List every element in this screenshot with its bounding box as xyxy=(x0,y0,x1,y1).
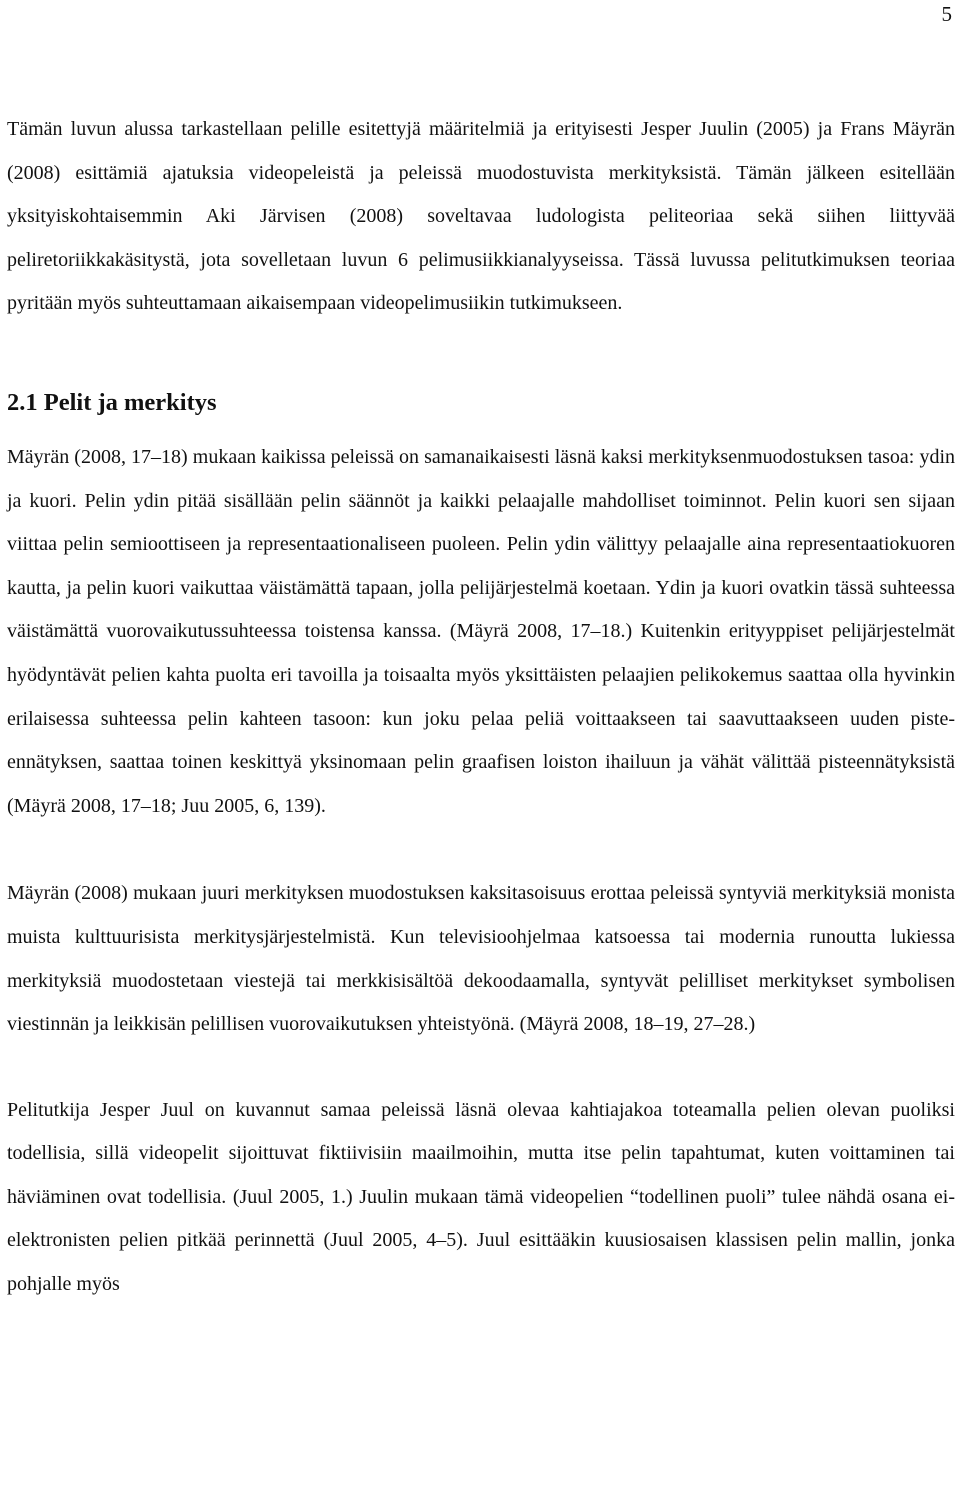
intro-paragraph: Tämän luvun alussa tarkastellaan pelille esitettyjä määritelmiä ja erityisesti Jesper Juulin (2005) ja Frans Mäyrän (2008) esittämiä ajatuksia videopeleistä ja peleissä muodostuvista merkityksistä. Tämän jälkeen esitellään yksityiskohtaisemmin Aki Järvisen (2008) soveltavaa ludologista peliteoriaa sekä siihen liittyvää peliretoriikkakäsitystä, jota sovelletaan luvun 6 pelimusiikkianalyyseissa. Tässä luvussa pelitutkimuksen teoriaa pyritään myös suhteuttamaan aikaisempaan videopelimusiikin tutkimukseen. xyxy=(7,118,955,315)
body-paragraph-3: Pelitutkija Jesper Juul on kuvannut samaa peleissä läsnä olevaa kahtiajakoa toteamalla pelien olevan puoliksi todellisia, sillä videopelit sijoittuvat fiktiivisiin maailmoihin, mutta itse pelin tapahtumat, kuten voittaminen tai häviäminen ovat todellisia. (Juul 2005, 1.) Juulin mukaan tämä videopelien “todellinen puoli” tulee nähdä osana ei-elektronisten pelien pitkää perinnettä (Juul 2005, 4–5). Juul esittääkin kuusiosaisen klassisen pelin mallin, jonka pohjalle myös xyxy=(7,1098,955,1296)
section-heading: 2.1 Pelit ja merkitys xyxy=(7,388,217,416)
document-body xyxy=(7,108,955,1307)
page-number: 5 xyxy=(941,2,952,26)
body-paragraph-2: Mäyrän (2008) mukaan juuri merkityksen muodostuksen kaksitasoisuus erottaa peleissä syntyviä merkityksiä monista muista kulttuurisista merkitysjärjestelmistä. Kun televisioohjelmaa katsoessa tai modernia runoutta lukiessa merkityksiä muodostetaan viestejä tai merkkisisältöä dekoodaamalla, syntyvät pelilliset merkitykset symbolisen viestinnän ja leikkisän pelillisen vuorovaikutuksen yhteistyönä. (Mäyrä 2008, 18–19, 27–28.) xyxy=(7,882,955,1036)
body-paragraph-1: Mäyrän (2008, 17–18) mukaan kaikissa peleissä on samanaikaisesti läsnä kaksi merkityksenmuodostuksen tasoa: ydin ja kuori. Pelin ydin pitää sisällään pelin säännöt ja kaikki pelaajalle mahdolliset toiminnot. Pelin kuori sen sijaan viittaa pelin semioottiseen ja representaationaliseen puoleen. Pelin ydin välittyy pelaajalle aina representaatiokuoren kautta, ja pelin kuori vaikuttaa väistämättä tapaan, jolla pelijärjestelmä koetaan. Ydin ja kuori ovatkin tässä suhteessa väistämättä vuorovaikutussuhteessa toistensa kanssa. (Mäyrä 2008, 17–18.) Kuitenkin erityyppiset pelijärjestelmät hyödyntävät pelien kahta puolta eri tavoilla ja toisaalta myös yksittäisten pelaajien pelikokemus saattaa olla hyvinkin erilaisessa suhteessa pelin kahteen tasoon: kun joku pelaa peliä voittaakseen tai saavuttaakseen uuden piste-ennätyksen, saattaa toinen keskittyä yksinomaan pelin graafisen loiston ihailuun ja vähät välittää pisteennätyksistä (Mäyrä 2008, 17–18; Juu 2005, 6, 139). xyxy=(7,445,955,817)
